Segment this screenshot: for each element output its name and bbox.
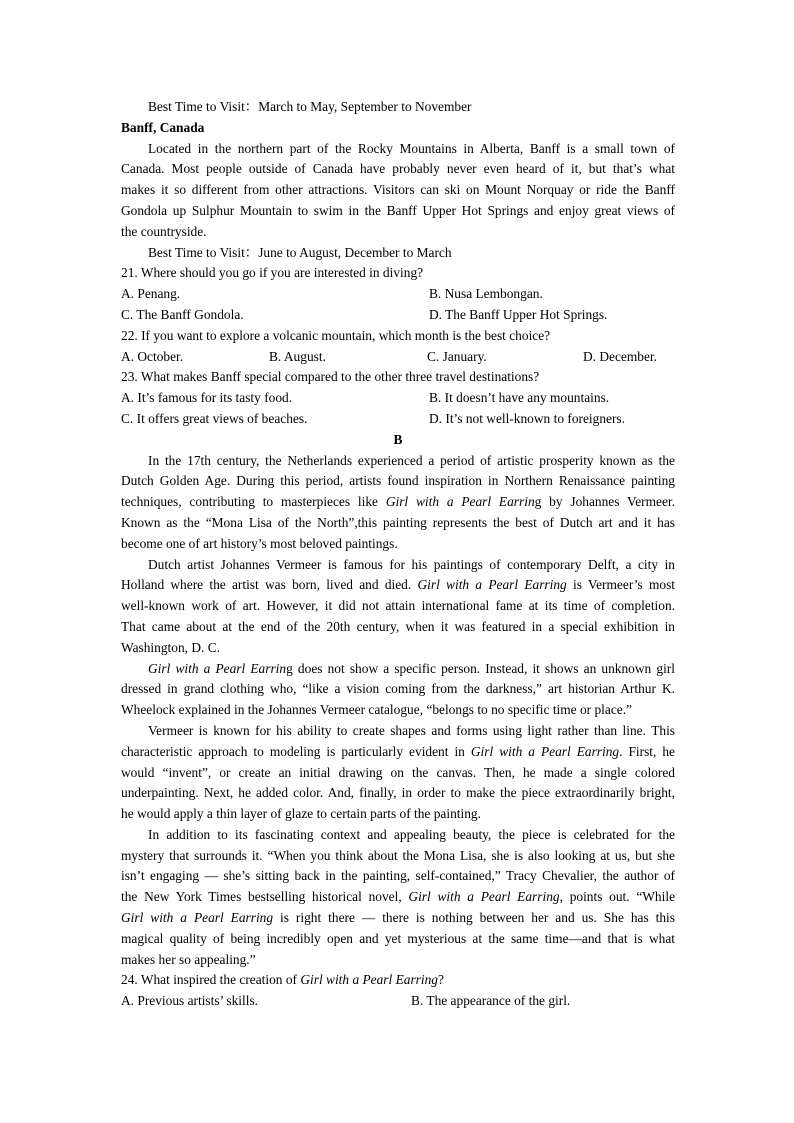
option-a: A. October. <box>121 348 184 364</box>
paragraph-line: Known as the “Mona Lisa of the North”,this painting represents the best of Dutch art and it has <box>121 514 675 530</box>
paragraph-4 <box>121 721 675 825</box>
best-time-banff-prev: Best Time to Visit：March to May, September to November <box>148 99 472 114</box>
text-run: , points out. “While <box>559 889 676 905</box>
paragraph-line: become one of art history’s most beloved paintings. <box>121 535 398 551</box>
text-run: is Vermeer’s most <box>566 577 675 593</box>
option-a: A. It’s famous for its tasty food. <box>121 390 293 406</box>
option-b: B. The appearance of the girl. <box>411 993 571 1009</box>
title-italic: Girl with a Pearl Earring <box>470 743 620 759</box>
title-italic: Girl with a Pearl Earring <box>417 577 567 593</box>
text-run: g by Johannes Vermeer. <box>534 494 675 510</box>
paragraph-line: magical quality of being incredibly open and yet mysterious at the same time—and that is what <box>121 930 675 946</box>
text-run: the New York Times bestselling historical novel, <box>121 889 409 905</box>
paragraph-line: would “invent”, or create an initial drawing on the canvas. Then, he made a single colored <box>121 764 675 780</box>
paragraph-line: Dutch Golden Age. During this period, artists found inspiration in Northern Renaissance painting <box>121 473 675 489</box>
section-b-heading: B <box>393 431 403 447</box>
option-c: C. The Banff Gondola. <box>121 306 244 322</box>
text-run: is right there — there is nothing between her and us. She has this <box>273 910 675 926</box>
option-a: A. Penang. <box>121 286 181 302</box>
text-run: ? <box>438 972 444 988</box>
paragraph-line <box>121 659 675 680</box>
text-run: characteristic approach to modeling is particularly evident in <box>121 743 471 759</box>
paragraph-line: Washington, D. C. <box>121 639 220 655</box>
paragraph-1 <box>121 451 675 555</box>
paragraph-2 <box>121 555 675 659</box>
question-23-stem: 23. What makes Banff special compared to the other three travel destinations? <box>121 369 540 385</box>
paragraph-line <box>121 908 675 929</box>
document-page <box>121 97 675 1012</box>
option-d: D. The Banff Upper Hot Springs. <box>429 306 608 322</box>
paragraph-line: he would apply a thin layer of glaze to certain parts of the painting. <box>121 806 481 822</box>
option-c: C. January. <box>427 348 487 364</box>
question-22-stem: 22. If you want to explore a volcanic mountain, which month is the best choice? <box>121 327 551 343</box>
option-c: C. It offers great views of beaches. <box>121 410 308 426</box>
paragraph-line: dressed in grand clothing who, “like a vision coming from the darkness,” art historian Arthur K. <box>121 681 675 697</box>
paragraph-line: Vermeer is known for his ability to create shapes and forms using light rather than line. This <box>148 722 675 738</box>
question-23-options <box>121 388 675 409</box>
option-b: B. Nusa Lembongan. <box>429 286 543 302</box>
question-24-options <box>121 991 675 1012</box>
paragraph-line: Gondola up Sulphur Mountain to swim in the Banff Upper Hot Springs and enjoy great views of <box>121 202 675 218</box>
paragraph-line: Located in the northern part of the Rocky Mountains in Alberta, Banff is a small town of <box>148 140 675 156</box>
paragraph-line <box>121 742 675 763</box>
text-run: . First, he <box>619 743 675 759</box>
paragraph-line: mystery that surrounds it. “When you think about the Mona Lisa, she is also looking at us, but she <box>121 847 675 863</box>
option-d: D. December. <box>583 348 657 364</box>
banff-paragraph <box>121 139 675 243</box>
title-italic: Girl with a Pearl Earring <box>300 972 438 988</box>
paragraph-line: well-known work of art. However, it did not attain international fame at its time of completion. <box>121 598 675 614</box>
paragraph-line <box>121 575 675 596</box>
banff-heading: Banff, Canada <box>121 119 205 135</box>
best-time-banff: Best Time to Visit：June to August, December to March <box>148 244 452 260</box>
title-italic: Girl with a Pearl Earring <box>408 889 560 905</box>
question-21-options <box>121 305 675 326</box>
paragraph-line: That came about at the end of the 20th century, when it was featured in a special exhibition in <box>121 618 675 634</box>
paragraph-line: In the 17th century, the Netherlands experienced a period of artistic prosperity known as the <box>148 452 675 468</box>
paragraph-3 <box>121 659 675 721</box>
text-run: 24. What inspired the creation of <box>121 972 301 988</box>
paragraph-line: Canada. Most people outside of Canada have probably never even heard of it, but that’s what <box>121 161 675 177</box>
text-run: techniques, contributing to masterpieces like <box>121 494 386 510</box>
paragraph-line <box>121 492 675 513</box>
option-b: B. August. <box>269 348 326 364</box>
question-21-options <box>121 284 675 305</box>
paragraph-line: Wheelock explained in the Johannes Vermeer catalogue, “belongs to no specific time or place.” <box>121 702 633 718</box>
paragraph-line: makes her so appealing.” <box>121 951 256 967</box>
question-24-stem <box>121 970 675 991</box>
question-21-stem: 21. Where should you go if you are interested in diving? <box>121 265 424 281</box>
paragraph-line: Dutch artist Johannes Vermeer is famous for his paintings of contemporary Delft, a city in <box>148 556 675 572</box>
paragraph-5 <box>121 825 675 971</box>
title-italic: Girl with a Pearl Earrin <box>385 494 535 510</box>
option-d: D. It’s not well-known to foreigners. <box>429 410 625 426</box>
question-22-options <box>121 347 675 368</box>
text-run: g does not show a specific person. Instead, it shows an unknown girl <box>286 660 675 676</box>
text-run: Holland where the artist was born, lived and died. <box>121 577 418 593</box>
question-23-options <box>121 409 675 430</box>
paragraph-line: isn’t engaging — she’s sitting back in the painting, self-contained,” Tracy Chevalier, the author of <box>121 868 675 884</box>
paragraph-line: the countryside. <box>121 223 207 239</box>
paragraph-line <box>121 887 675 908</box>
title-italic: Girl with a Pearl Earring <box>121 910 274 926</box>
title-italic: Girl with a Pearl Earrin <box>148 660 287 676</box>
paragraph-line: makes it so different from other attractions. Visitors can ski on Mount Norquay or ride the Banff <box>121 182 675 198</box>
option-b: B. It doesn’t have any mountains. <box>429 390 610 406</box>
option-a: A. Previous artists’ skills. <box>121 993 259 1009</box>
paragraph-line: In addition to its fascinating context and appealing beauty, the piece is celebrated for the <box>148 826 675 842</box>
paragraph-line: underpainting. Next, he added color. And, finally, in order to make the piece extraordinarily bright, <box>121 785 675 801</box>
